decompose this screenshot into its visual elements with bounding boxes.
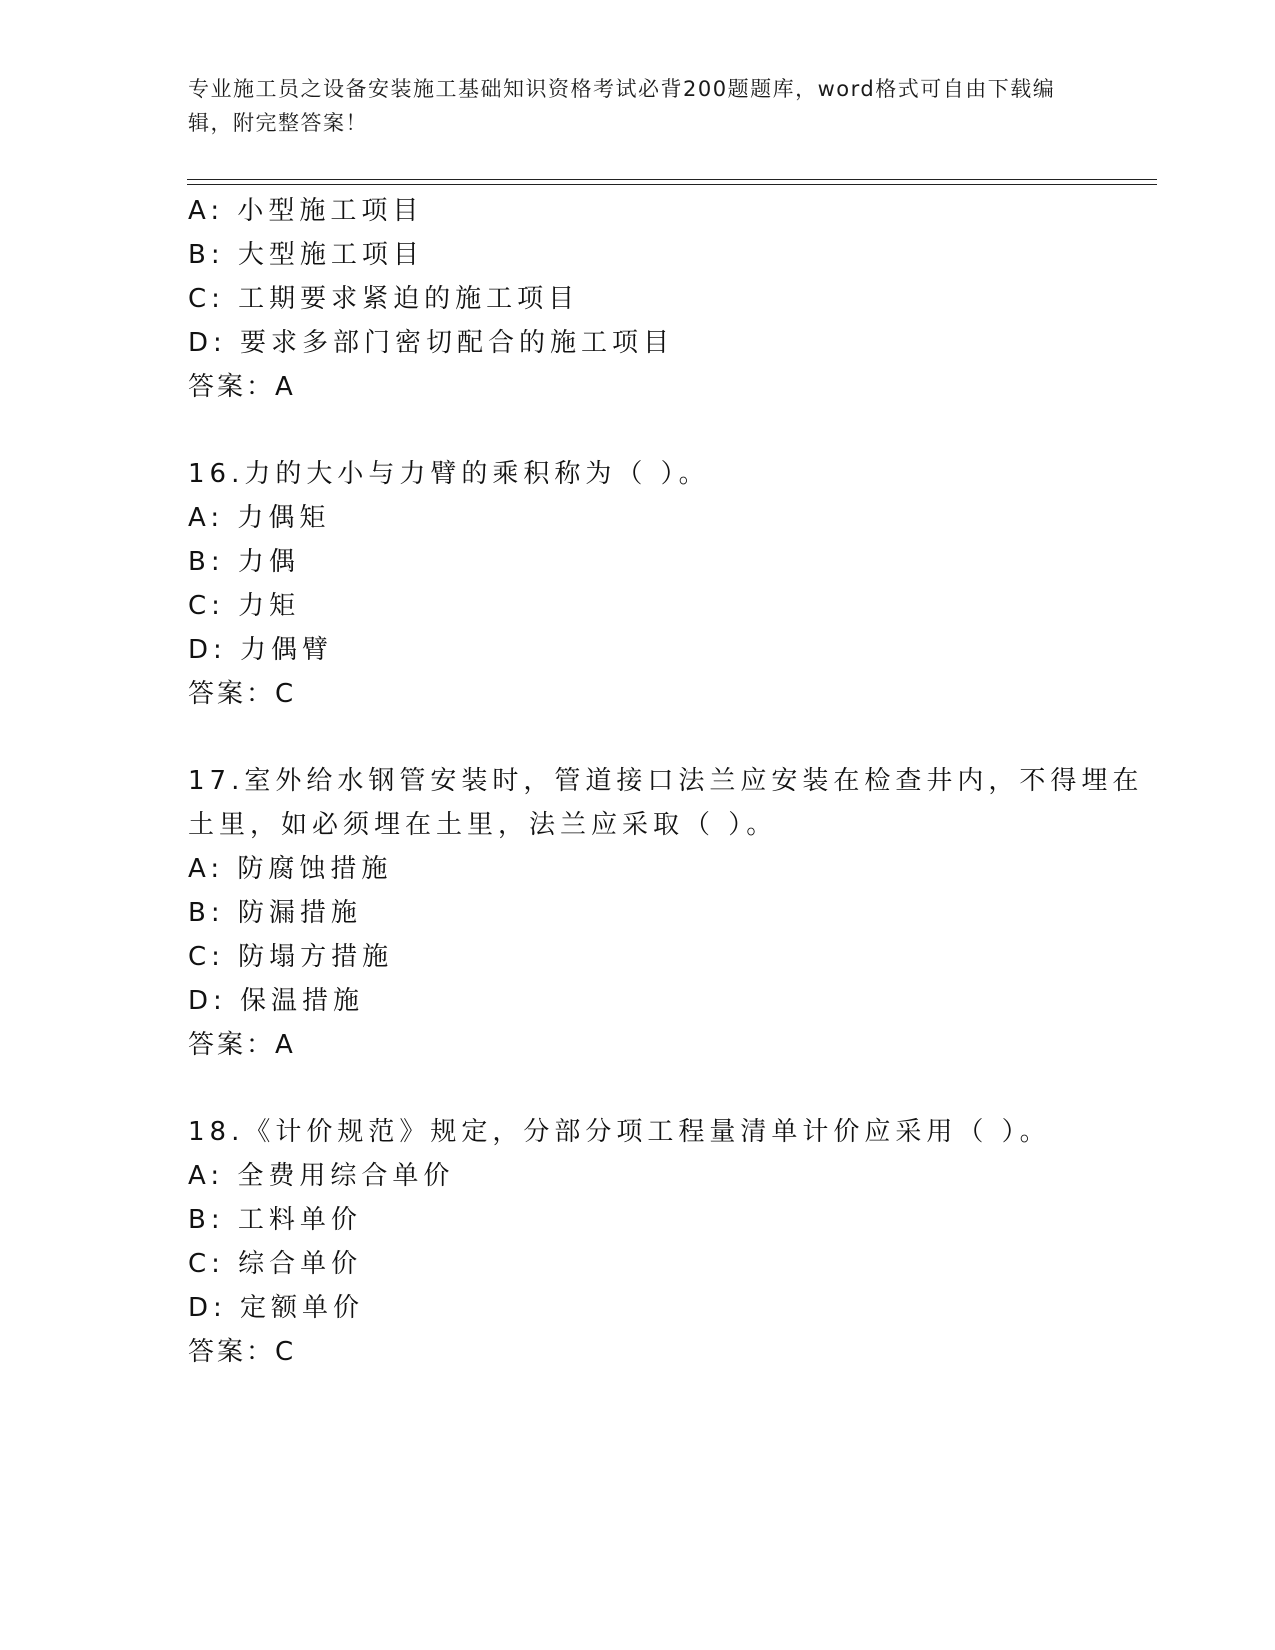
q18-option-d: D: 定额单价 — [188, 1293, 365, 1323]
q15-option-d: D: 要求多部门密切配合的施工项目 — [188, 328, 675, 358]
q17-stem-line-2: 土里，如必须埋在土里，法兰应采取（ ）。 — [188, 810, 778, 840]
q16-stem: 16.力的大小与力臂的乘积称为（ ）。 — [188, 459, 710, 489]
header-rule-bottom — [187, 184, 1157, 185]
q15-option-b: B: 大型施工项目 — [188, 240, 424, 270]
q18-option-b: B: 工料单价 — [188, 1205, 362, 1235]
q17-answer: 答案：A — [188, 1030, 296, 1060]
document-header: 专业施工员之设备安装施工基础知识资格考试必背200题题库，word格式可自由下载编辑，附完整答案！ — [188, 77, 1056, 135]
q15-option-c: C: 工期要求紧迫的施工项目 — [188, 284, 580, 314]
q17-option-c: C: 防塌方措施 — [188, 942, 394, 972]
q17-option-b: B: 防漏措施 — [188, 898, 362, 928]
q17-option-a: A: 防腐蚀措施 — [188, 854, 393, 884]
q17-option-d: D: 保温措施 — [188, 986, 365, 1016]
q16-answer: 答案：C — [188, 679, 297, 709]
q18-option-a: A: 全费用综合单价 — [188, 1161, 455, 1191]
q16-option-c: C: 力矩 — [188, 591, 301, 621]
header-rule-top — [187, 179, 1157, 180]
q18-stem: 18.《计价规范》规定，分部分项工程量清单计价应采用（ ）。 — [188, 1117, 1051, 1147]
q16-option-d: D: 力偶臂 — [188, 635, 334, 665]
q18-answer: 答案：C — [188, 1337, 297, 1367]
q17-stem-line-1: 17.室外给水钢管安装时，管道接口法兰应安装在检查井内，不得埋在 — [188, 766, 1144, 796]
q15-answer: 答案：A — [188, 372, 296, 402]
q18-option-c: C: 综合单价 — [188, 1249, 363, 1279]
q16-option-b: B: 力偶 — [188, 547, 300, 577]
q16-option-a: A: 力偶矩 — [188, 503, 331, 533]
q15-option-a: A: 小型施工项目 — [188, 196, 424, 226]
